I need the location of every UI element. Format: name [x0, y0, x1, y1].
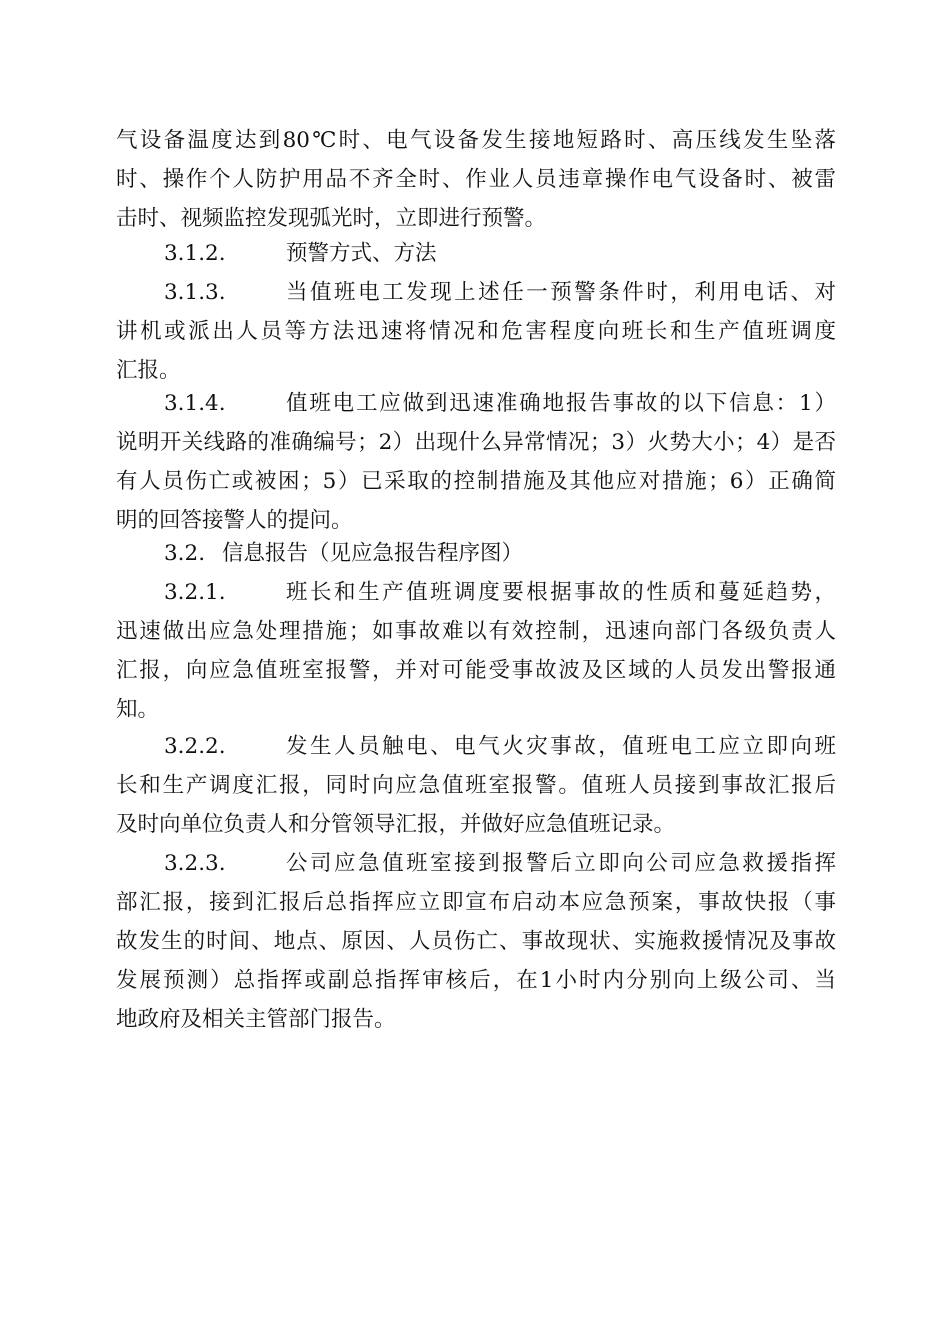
- paragraph-line: 部汇报，接到汇报后总指挥应立即宣布启动本应急预案，事故快报（事: [116, 890, 836, 915]
- paragraph-first-line: 当值班电工发现上述任一预警条件时，利用电话、对: [286, 280, 836, 305]
- section-heading: 预警方式、方法: [286, 241, 437, 266]
- section-heading: 信息报告（见应急报告程序图）: [222, 541, 524, 566]
- section-number: 3.2.2.: [164, 734, 226, 759]
- paragraph-line: 明的回答接警人的提问。: [116, 508, 353, 533]
- paragraph-line: 击时、视频监控发现弧光时，立即进行预警。: [116, 206, 547, 231]
- paragraph-line: 说明开关线路的准确编号；2）出现什么异常情况；3）火势大小；4）是否: [116, 430, 836, 455]
- section-number: 3.1.2.: [164, 241, 226, 266]
- section-number: 3.2.1.: [164, 580, 226, 605]
- paragraph-line: 长和生产调度汇报，同时向应急值班室报警。值班人员接到事故汇报后: [116, 773, 836, 798]
- paragraph-first-line: 发生人员触电、电气火灾事故，值班电工应立即向班: [286, 734, 836, 759]
- paragraph-first-line: 班长和生产值班调度要根据事故的性质和蔓延趋势，: [286, 580, 836, 605]
- section-number: 3.2.3.: [164, 851, 226, 876]
- section-number: 3.1.4.: [164, 391, 226, 416]
- paragraph-line: 及时向单位负责人和分管领导汇报，并做好应急值班记录。: [116, 812, 676, 837]
- paragraph-line: 气设备温度达到80℃时、电气设备发生接地短路时、高压线发生坠落: [116, 128, 836, 153]
- paragraph-first-line: 值班电工应做到迅速准确地报告事故的以下信息：1）: [286, 391, 836, 416]
- paragraph-line: 迅速做出应急处理措施；如事故难以有效控制，迅速向部门各级负责人: [116, 619, 836, 644]
- paragraph-line: 讲机或派出人员等方法迅速将情况和危害程度向班长和生产值班调度: [116, 319, 836, 344]
- paragraph-line: 汇报，向应急值班室报警，并对可能受事故波及区域的人员发出警报通: [116, 658, 836, 683]
- paragraph-line: 汇报。: [116, 358, 181, 383]
- paragraph-line: 时、操作个人防护用品不齐全时、作业人员违章操作电气设备时、被雷: [116, 167, 836, 192]
- section-number: 3.2.: [164, 541, 206, 566]
- paragraph-line: 知。: [116, 697, 160, 722]
- paragraph-line: 故发生的时间、地点、原因、人员伤亡、事故现状、实施救援情况及事故: [116, 929, 836, 954]
- paragraph-line: 发展预测）总指挥或副总指挥审核后，在1小时内分别向上级公司、当: [116, 968, 836, 993]
- section-number: 3.1.3.: [164, 280, 226, 305]
- paragraph-line: 地政府及相关主管部门报告。: [116, 1007, 396, 1032]
- paragraph-line: 有人员伤亡或被困；5）已采取的控制措施及其他应对措施；6）正确简: [116, 469, 836, 494]
- paragraph-first-line: 公司应急值班室接到报警后立即向公司应急救援指挥: [286, 851, 836, 876]
